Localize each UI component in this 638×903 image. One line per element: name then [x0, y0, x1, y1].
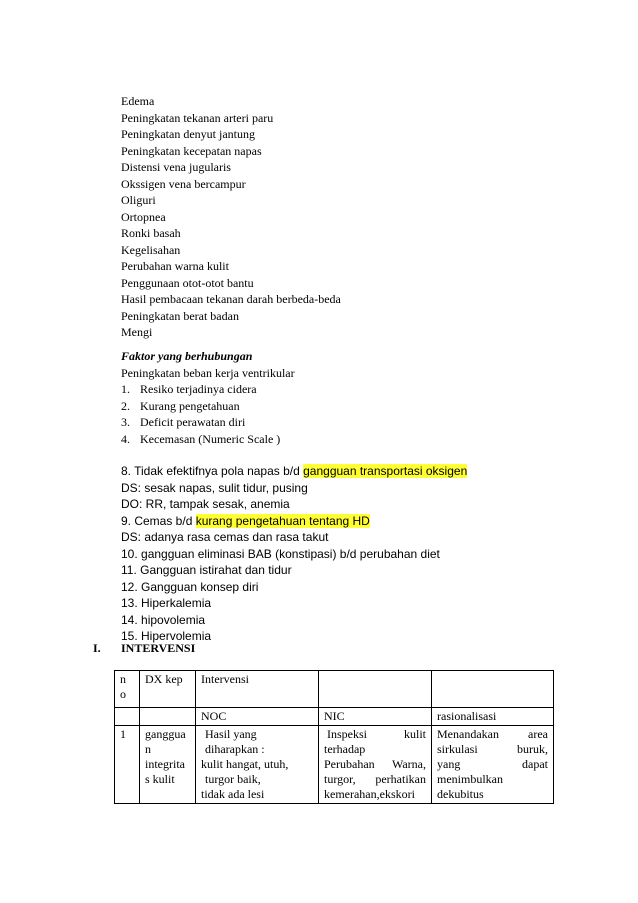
cell-line: diharapkan : [205, 742, 265, 756]
diagnosis-9 [121, 513, 467, 530]
diagnosis-text: 8. Tidak efektifnya pola napas b/d [121, 464, 304, 478]
header-nic: NIC [319, 708, 432, 726]
item-text: Resiko terjadinya cidera [140, 382, 257, 396]
list-item: Okssigen vena bercampur [121, 176, 246, 191]
subjective-data: DS: adanya rasa cemas dan rasa takut [121, 530, 329, 544]
diagnosis-item: 10. gangguan eliminasi BAB (konstipasi) b/d perubahan diet [121, 546, 440, 561]
diagnosis-item: 14. hipovolemia [121, 612, 206, 627]
highlighted-text: kurang pengetahuan tentang HD [195, 513, 370, 528]
table-subheader-row [115, 708, 554, 726]
table-header-row [115, 671, 554, 708]
subjective-data: DS: sesak napas, sulit tidur, pusing [121, 480, 308, 495]
table-cell [115, 708, 140, 726]
list-item: Peningkatan denyut jantung [121, 127, 255, 141]
factors-intro: Peningkatan beban kerja ventrikular [121, 365, 295, 380]
list-item: Mengi [121, 325, 153, 339]
header-intervensi: Intervensi [196, 671, 319, 708]
cell-line: n [145, 742, 151, 756]
header-empty [432, 671, 554, 708]
cell-line: Perubahan Warna, [324, 757, 426, 771]
cell-line: dekubitus [437, 787, 484, 801]
cell-noc [196, 726, 319, 804]
cell-line: sirkulasi buruk, [437, 742, 548, 756]
diagnosis-list [121, 463, 467, 645]
cell-line: Menandakan area [437, 727, 548, 741]
cell-no: 1 [115, 726, 140, 804]
diagnosis-item: 12. Gangguan konsep diri [121, 579, 259, 594]
item-number: 4. [121, 431, 130, 446]
cell-line: terhadap [324, 742, 366, 756]
item-text: Kurang pengetahuan [140, 398, 240, 413]
table-row [115, 726, 554, 804]
related-factors [121, 348, 295, 447]
list-item: Peningkatan tekanan arteri paru [121, 110, 274, 125]
diagnosis-text: 9. Cemas b/d [121, 513, 196, 528]
cell-line: turgor baik, [205, 772, 261, 786]
header-no [115, 671, 140, 708]
cell-nic [319, 726, 432, 804]
diagnosis-item: 15. Hipervolemia [121, 629, 212, 643]
header-dx: DX kep [140, 671, 196, 708]
list-item: Ronki basah [121, 226, 181, 240]
list-item: Penggunaan otot-otot bantu [121, 275, 254, 290]
numbered-item [121, 381, 295, 398]
highlighted-text: gangguan transportasi oksigen [303, 464, 468, 478]
cell-rasional [432, 726, 554, 804]
list-item: Edema [121, 94, 155, 108]
list-item: Distensi vena jugularis [121, 160, 231, 174]
list-item: Kegelisahan [121, 242, 181, 257]
table-cell [140, 708, 196, 726]
cell-line: ganggua [145, 727, 186, 741]
cell-line: kulit hangat, utuh, [201, 757, 289, 771]
item-text: Deficit perawatan diri [140, 415, 246, 429]
item-number: 3. [121, 415, 130, 429]
cell-line: integrita [145, 757, 185, 771]
cell-line: tidak ada lesi [201, 787, 265, 801]
item-number: 1. [121, 382, 130, 396]
list-item: Perubahan warna kulit [121, 259, 229, 273]
list-item: Ortopnea [121, 209, 166, 224]
cell-line: Inspeksi kulit [327, 727, 426, 741]
list-item: Oliguri [121, 193, 156, 207]
cell-line: menimbulkan [437, 772, 503, 786]
intervention-table [114, 670, 554, 804]
cell-line: kemerahan,ekskori [324, 787, 415, 801]
numbered-item [121, 414, 295, 431]
header-no-line: o [120, 687, 126, 701]
section-title: INTERVENSI [121, 641, 196, 655]
objective-data: DO: RR, tampak sesak, anemia [121, 497, 290, 511]
item-text: Kecemasan (Numeric Scale ) [140, 431, 281, 446]
numbered-item [121, 431, 295, 448]
diagnosis-item: 13. Hiperkalemia [121, 596, 212, 610]
cell-dx [140, 726, 196, 804]
factors-heading: Faktor yang berhubungan [121, 349, 253, 363]
section-heading [93, 640, 195, 657]
header-no-line: n [120, 672, 126, 686]
header-empty [319, 671, 432, 708]
section-number: I. [93, 641, 101, 655]
list-item: Peningkatan kecepatan napas [121, 143, 262, 158]
numbered-item [121, 398, 295, 415]
cell-line: Hasil yang [205, 727, 257, 741]
header-rasional: rasionalisasi [432, 708, 554, 726]
item-number: 2. [121, 398, 130, 413]
cell-line: turgor, perhatikan [324, 772, 426, 786]
diagnosis-item: 11. Gangguan istirahat dan tidur [121, 563, 292, 577]
header-noc: NOC [196, 708, 319, 726]
cell-line: s kulit [145, 772, 175, 786]
list-item: Peningkatan berat badan [121, 308, 239, 323]
symptom-list [121, 93, 341, 341]
list-item: Hasil pembacaan tekanan darah berbeda-beda [121, 292, 341, 306]
diagnosis-8 [121, 463, 467, 480]
cell-line: yang dapat [437, 757, 548, 771]
